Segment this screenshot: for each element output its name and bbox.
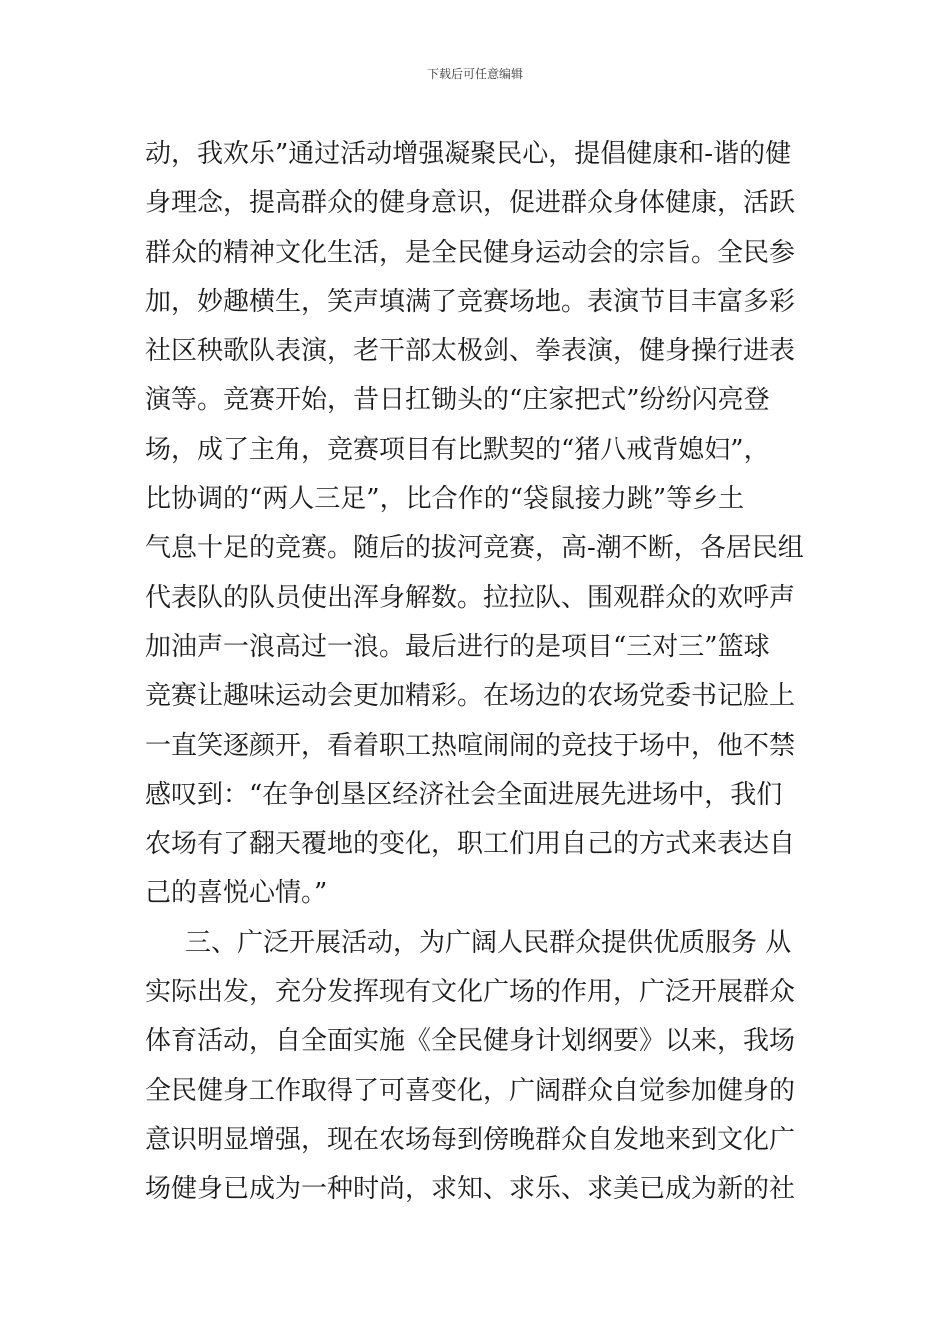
text-line: 竞赛让趣味运动会更加精彩。在场边的农场党委书记脸上 — [145, 681, 796, 712]
document-body — [145, 130, 805, 1215]
text-line: 农场有了翻天覆地的变化，职工们用自己的方式来表达自 — [145, 829, 796, 860]
text-line: 己的喜悦心情。” — [145, 878, 328, 909]
text-line: 社区秧歌队表演，老干部太极剑、拳表演，健身操行进表 — [145, 336, 796, 367]
page-header: 下载后可任意编辑 — [426, 67, 523, 81]
text-line: 加，妙趣横生，笑声填满了竞赛场地。表演节目丰富多彩 — [145, 286, 796, 317]
text-line: 感叹到：“在争创垦区经济社会全面进展先进场中，我们 — [145, 779, 783, 810]
section-heading-line: 三、广泛开展活动，为广阔人民群众提供优质服务 从 — [185, 927, 792, 958]
text-line: 群众的精神文化生活，是全民健身运动会的宗旨。全民参 — [145, 237, 796, 268]
text-line: 意识明显增强，现在农场每到傍晚群众自发地来到文化广 — [145, 1124, 796, 1155]
text-line: 全民健身工作取得了可喜变化，广阔群众自觉参加健身的 — [145, 1075, 796, 1106]
text-line: 场健身已成为一种时尚，求知、求乐、求美已成为新的社 — [145, 1174, 796, 1205]
text-line: 演等。竞赛开始，昔日扛锄头的“庄家把式”纷纷闪亮登 — [145, 385, 770, 416]
text-line: 场，成了主角，竞赛项目有比默契的“猪八戒背媳妇”， — [145, 434, 770, 465]
text-line: 代表队的队员使出浑身解数。拉拉队、围观群众的欢呼声 — [145, 582, 796, 613]
text-line: 比协调的“两人三足”，比合作的“袋鼠接力跳”等乡土 — [145, 484, 745, 515]
text-line: 气息十足的竞赛。随后的拔河竞赛，高-潮不断，各居民组 — [145, 533, 804, 564]
text-line: 体育活动，自全面实施《全民健身计划纲要》以来，我场 — [145, 1026, 796, 1057]
text-line: 身理念，提高群众的健身意识，促进群众身体健康，活跃 — [145, 188, 796, 219]
text-line: 加油声一浪高过一浪。最后进行的是项目“三对三”篮球 — [145, 631, 770, 662]
text-line: 一直笑逐颜开，看着职工热喧闹闹的竞技于场中，他不禁 — [145, 730, 796, 761]
text-line: 动，我欢乐”通过活动增强凝聚民心，提倡健康和-谐的健 — [145, 139, 792, 169]
text-line: 实际出发，充分发挥现有文化广场的作用，广泛开展群众 — [145, 977, 796, 1008]
